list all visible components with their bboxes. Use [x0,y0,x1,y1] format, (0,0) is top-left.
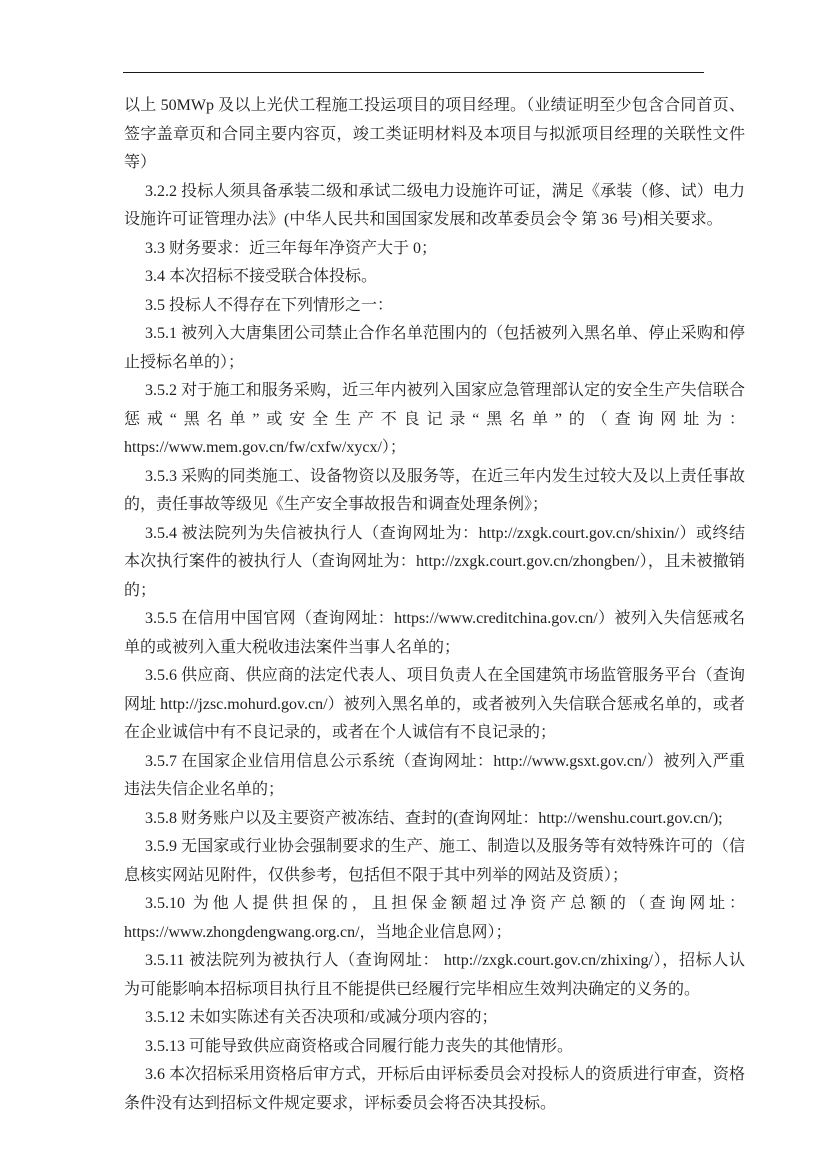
document-body [124,92,745,1118]
paragraph: 3.5.3 采购的同类施工、设备物资以及服务等，在近三年内发生过较大及以上责任事故的，责任事故等级见《生产安全事故报告和调查处理条例》； [124,467,745,513]
paragraph: 3.5.5 在信用中国官网（查询网址：https://www.creditchina.gov.cn/）被列入失信惩戒名单的或被列入重大税收违法案件当事人名单的； [124,610,745,656]
header-rule [123,72,704,73]
paragraph: 以上 50MWp 及以上光伏工程施工投运项目的项目经理。（业绩证明至少包含合同首页、签字盖章页和合同主要内容页，竣工类证明材料及本项目与拟派项目经理的关联性文件等） [124,97,745,171]
paragraph: 3.5.7 在国家企业信用信息公示系统（查询网址：http://www.gsxt.gov.cn/）被列入严重违法失信企业名单的； [124,752,745,798]
paragraph: 3.5.8 财务账户以及主要资产被冻结、查封的(查询网址：http://wenshu.court.gov.cn/); [145,809,723,827]
paragraph: 3.5.2 对于施工和服务采购，近三年内被列入国家应急管理部认定的安全生产失信联合惩戒“黑名单”或安全生产不良记录“黑名单”的（查询网址为：https://www.mem.gov.cn/fw/cxfw/xycx/）； [124,382,745,456]
paragraph: 3.5.1 被列入大唐集团公司禁止合作名单范围内的（包括被列入黑名单、停止采购和停止授标名单的）； [124,325,745,371]
paragraph: 3.5.13 可能导致供应商资格或合同履行能力丧失的其他情形。 [145,1037,574,1055]
paragraph: 3.5.12 未如实陈述有关否决项和/或减分项内容的； [145,1009,498,1026]
paragraph: 3.4 本次招标不接受联合体投标。 [145,268,378,285]
paragraph: 3.5.9 无国家或行业协会强制要求的生产、施工、制造以及服务等有效特殊许可的（信息核实网站见附件，仅供参考，包括但不限于其中列举的网站及资质）； [124,838,745,884]
paragraph: 3.6 本次招标采用资格后审方式，开标后由评标委员会对投标人的资质进行审查，资格条件没有达到招标文件规定要求，评标委员会将否决其投标。 [124,1066,746,1112]
paragraph: 3.5.11 被法院列为被执行人（查询网址： http://zxgk.court.gov.cn/zhixing/），招标人认为可能影响本招标项目执行且不能提供已经履行完毕相应生效判决确定的义务的。 [124,952,745,998]
paragraph: 3.5.6 供应商、供应商的法定代表人、项目负责人在全国建筑市场监管服务平台（查询网址 http://jzsc.mohurd.gov.cn/）被列入黑名单的，或者被列入失信联合惩戒名单的，或者在企业诚信中有不良记录的，或者在个人诚信有不良记录的； [124,667,745,741]
paragraph: 3.5.4 被法院列为失信被执行人（查询网址为：http://zxgk.court.gov.cn/shixin/）或终结本次执行案件的被执行人（查询网址为：http://zxgk.court.gov.cn/zhongben/），且未被撤销的； [124,524,745,599]
paragraph: 3.2.2 投标人须具备承装二级和承试二级电力设施许可证，满足《承装（修、试）电力设施许可证管理办法》(中华人民共和国国家发展和改革委员会令 第 36 号)相关要求。 [124,182,745,228]
paragraph: 3.3 财务要求：近三年每年净资产大于 0； [145,239,438,257]
paragraph: 3.5.10 为他人提供担保的，且担保金额超过净资产总额的（查询网址：https://www.zhongdengwang.org.cn/，当地企业信息网）； [124,895,745,941]
paragraph: 3.5 投标人不得存在下列情形之一： [145,296,394,314]
